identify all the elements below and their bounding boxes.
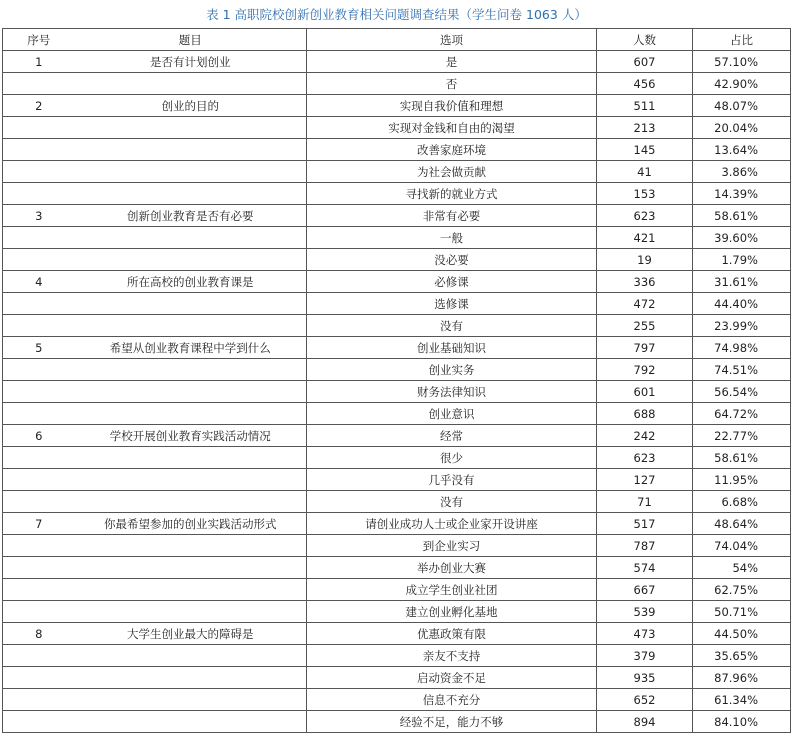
cell-count: 456 — [597, 73, 693, 95]
cell-topic: 你最希望参加的创业实践活动形式 — [75, 513, 307, 535]
cell-no — [3, 557, 75, 579]
table-row — [3, 711, 791, 733]
cell-no — [3, 645, 75, 667]
table-row — [3, 425, 791, 447]
cell-no — [3, 689, 75, 711]
cell-count: 574 — [597, 557, 693, 579]
cell-no — [3, 535, 75, 557]
cell-percent: 58.61% — [693, 205, 791, 227]
cell-option: 为社会做贡献 — [307, 161, 597, 183]
cell-option: 优惠政策有限 — [307, 623, 597, 645]
table-row — [3, 271, 791, 293]
cell-percent: 50.71% — [693, 601, 791, 623]
cell-no — [3, 601, 75, 623]
cell-percent: 54% — [693, 557, 791, 579]
table-title: 表 1 高职院校创新创业教育相关问题调查结果（学生问卷 1063 人） — [206, 7, 587, 22]
cell-topic — [75, 711, 307, 733]
table-row — [3, 381, 791, 403]
cell-count: 421 — [597, 227, 693, 249]
table-row — [3, 227, 791, 249]
cell-count: 601 — [597, 381, 693, 403]
cell-option: 创业基础知识 — [307, 337, 597, 359]
cell-option: 经验不足，能力不够 — [307, 711, 597, 733]
cell-no — [3, 667, 75, 689]
cell-no — [3, 249, 75, 271]
cell-topic: 创业的目的 — [75, 95, 307, 117]
cell-no — [3, 711, 75, 733]
cell-no: 5 — [3, 337, 75, 359]
cell-count: 472 — [597, 293, 693, 315]
cell-option: 建立创业孵化基地 — [307, 601, 597, 623]
cell-topic — [75, 601, 307, 623]
cell-no — [3, 491, 75, 513]
cell-no — [3, 579, 75, 601]
cell-count: 473 — [597, 623, 693, 645]
cell-no — [3, 469, 75, 491]
cell-option: 举办创业大赛 — [307, 557, 597, 579]
table-row — [3, 689, 791, 711]
cell-option: 经常 — [307, 425, 597, 447]
cell-topic — [75, 315, 307, 337]
cell-topic — [75, 689, 307, 711]
cell-topic — [75, 645, 307, 667]
cell-topic — [75, 139, 307, 161]
cell-option: 信息不充分 — [307, 689, 597, 711]
cell-count: 894 — [597, 711, 693, 733]
cell-percent: 74.04% — [693, 535, 791, 557]
cell-count: 19 — [597, 249, 693, 271]
table-row — [3, 249, 791, 271]
cell-topic: 学校开展创业教育实践活动情况 — [75, 425, 307, 447]
cell-no — [3, 161, 75, 183]
cell-topic — [75, 469, 307, 491]
cell-percent: 61.34% — [693, 689, 791, 711]
cell-topic: 创新创业教育是否有必要 — [75, 205, 307, 227]
table-row — [3, 293, 791, 315]
cell-topic — [75, 73, 307, 95]
cell-count: 797 — [597, 337, 693, 359]
table-row — [3, 469, 791, 491]
header-percent: 占比 — [693, 29, 791, 51]
cell-topic: 所在高校的创业教育课是 — [75, 271, 307, 293]
table-row — [3, 51, 791, 73]
table-row — [3, 535, 791, 557]
cell-no — [3, 359, 75, 381]
table-row — [3, 205, 791, 227]
cell-count: 787 — [597, 535, 693, 557]
cell-percent: 31.61% — [693, 271, 791, 293]
cell-count: 145 — [597, 139, 693, 161]
cell-percent: 74.51% — [693, 359, 791, 381]
cell-no — [3, 381, 75, 403]
cell-option: 必修课 — [307, 271, 597, 293]
cell-topic — [75, 381, 307, 403]
cell-option: 成立学生创业社团 — [307, 579, 597, 601]
cell-percent: 42.90% — [693, 73, 791, 95]
cell-option: 创业意识 — [307, 403, 597, 425]
table-row — [3, 95, 791, 117]
table-row — [3, 623, 791, 645]
table-row — [3, 337, 791, 359]
cell-percent: 62.75% — [693, 579, 791, 601]
cell-option: 请创业成功人士或企业家开设讲座 — [307, 513, 597, 535]
cell-topic — [75, 161, 307, 183]
cell-no: 4 — [3, 271, 75, 293]
table-row — [3, 161, 791, 183]
cell-percent: 58.61% — [693, 447, 791, 469]
cell-option: 没有 — [307, 491, 597, 513]
header-row — [3, 29, 791, 51]
cell-percent: 22.77% — [693, 425, 791, 447]
cell-topic — [75, 117, 307, 139]
cell-option: 实现对金钱和自由的渴望 — [307, 117, 597, 139]
cell-no: 2 — [3, 95, 75, 117]
cell-no — [3, 315, 75, 337]
cell-count: 379 — [597, 645, 693, 667]
cell-option: 亲友不支持 — [307, 645, 597, 667]
cell-option: 没有 — [307, 315, 597, 337]
cell-count: 623 — [597, 447, 693, 469]
cell-topic: 希望从创业教育课程中学到什么 — [75, 337, 307, 359]
table-row — [3, 73, 791, 95]
header-count: 人数 — [597, 29, 693, 51]
header-topic: 题目 — [75, 29, 307, 51]
table-row — [3, 117, 791, 139]
cell-option: 没必要 — [307, 249, 597, 271]
cell-no — [3, 447, 75, 469]
cell-percent: 48.64% — [693, 513, 791, 535]
cell-percent: 20.04% — [693, 117, 791, 139]
cell-count: 41 — [597, 161, 693, 183]
cell-count: 213 — [597, 117, 693, 139]
cell-option: 几乎没有 — [307, 469, 597, 491]
cell-option: 实现自我价值和理想 — [307, 95, 597, 117]
cell-percent: 35.65% — [693, 645, 791, 667]
table-row — [3, 139, 791, 161]
cell-topic — [75, 403, 307, 425]
cell-count: 153 — [597, 183, 693, 205]
cell-percent: 48.07% — [693, 95, 791, 117]
cell-option: 一般 — [307, 227, 597, 249]
cell-count: 242 — [597, 425, 693, 447]
cell-percent: 44.40% — [693, 293, 791, 315]
cell-count: 336 — [597, 271, 693, 293]
cell-topic — [75, 183, 307, 205]
cell-percent: 3.86% — [693, 161, 791, 183]
header-no: 序号 — [3, 29, 75, 51]
cell-topic — [75, 447, 307, 469]
cell-no: 6 — [3, 425, 75, 447]
cell-count: 935 — [597, 667, 693, 689]
table-row — [3, 315, 791, 337]
header-option: 选项 — [307, 29, 597, 51]
cell-percent: 84.10% — [693, 711, 791, 733]
cell-no: 3 — [3, 205, 75, 227]
table-row — [3, 601, 791, 623]
table-row — [3, 403, 791, 425]
cell-count: 688 — [597, 403, 693, 425]
cell-topic — [75, 491, 307, 513]
cell-percent: 1.79% — [693, 249, 791, 271]
cell-no — [3, 139, 75, 161]
cell-option: 很少 — [307, 447, 597, 469]
cell-topic — [75, 359, 307, 381]
cell-percent: 39.60% — [693, 227, 791, 249]
cell-count: 667 — [597, 579, 693, 601]
cell-percent: 74.98% — [693, 337, 791, 359]
table-row — [3, 447, 791, 469]
cell-topic — [75, 535, 307, 557]
cell-percent: 56.54% — [693, 381, 791, 403]
cell-topic — [75, 293, 307, 315]
cell-topic — [75, 249, 307, 271]
cell-topic: 大学生创业最大的障碍是 — [75, 623, 307, 645]
cell-percent: 14.39% — [693, 183, 791, 205]
cell-percent: 57.10% — [693, 51, 791, 73]
cell-topic — [75, 557, 307, 579]
cell-count: 607 — [597, 51, 693, 73]
cell-no — [3, 73, 75, 95]
cell-option: 启动资金不足 — [307, 667, 597, 689]
cell-count: 71 — [597, 491, 693, 513]
cell-count: 652 — [597, 689, 693, 711]
cell-percent: 6.68% — [693, 491, 791, 513]
cell-option: 创业实务 — [307, 359, 597, 381]
cell-percent: 13.64% — [693, 139, 791, 161]
table-row — [3, 579, 791, 601]
cell-no: 1 — [3, 51, 75, 73]
table-row — [3, 645, 791, 667]
cell-count: 539 — [597, 601, 693, 623]
cell-count: 255 — [597, 315, 693, 337]
cell-topic — [75, 227, 307, 249]
cell-count: 511 — [597, 95, 693, 117]
cell-topic — [75, 667, 307, 689]
cell-no — [3, 227, 75, 249]
cell-percent: 87.96% — [693, 667, 791, 689]
cell-no: 7 — [3, 513, 75, 535]
table-row — [3, 183, 791, 205]
table-row — [3, 513, 791, 535]
cell-count: 792 — [597, 359, 693, 381]
cell-option: 寻找新的就业方式 — [307, 183, 597, 205]
table-row — [3, 557, 791, 579]
cell-count: 623 — [597, 205, 693, 227]
table-row — [3, 359, 791, 381]
cell-count: 127 — [597, 469, 693, 491]
cell-percent: 44.50% — [693, 623, 791, 645]
cell-no — [3, 293, 75, 315]
table-row — [3, 667, 791, 689]
cell-option: 改善家庭环境 — [307, 139, 597, 161]
cell-no — [3, 403, 75, 425]
cell-topic — [75, 579, 307, 601]
cell-option: 否 — [307, 73, 597, 95]
cell-topic: 是否有计划创业 — [75, 51, 307, 73]
cell-option: 财务法律知识 — [307, 381, 597, 403]
cell-no: 8 — [3, 623, 75, 645]
cell-count: 517 — [597, 513, 693, 535]
cell-option: 选修课 — [307, 293, 597, 315]
cell-percent: 64.72% — [693, 403, 791, 425]
cell-option: 是 — [307, 51, 597, 73]
table-row — [3, 491, 791, 513]
cell-option: 到企业实习 — [307, 535, 597, 557]
survey-table — [2, 28, 791, 733]
cell-no — [3, 183, 75, 205]
cell-no — [3, 117, 75, 139]
cell-percent: 11.95% — [693, 469, 791, 491]
cell-percent: 23.99% — [693, 315, 791, 337]
cell-option: 非常有必要 — [307, 205, 597, 227]
